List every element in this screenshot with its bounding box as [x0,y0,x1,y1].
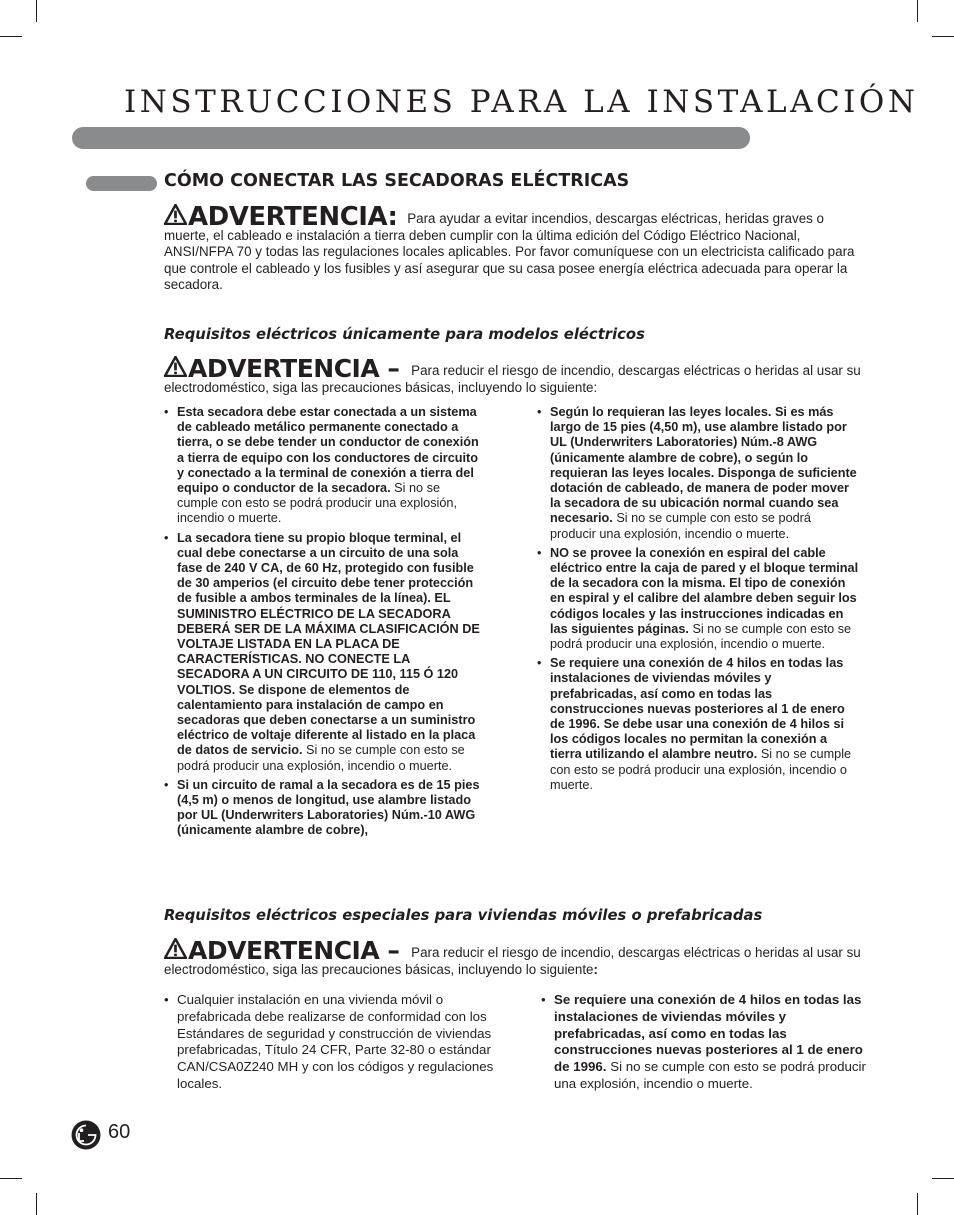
page-title: INSTRUCCIONES PARA LA INSTALACIÓN [124,84,919,120]
section-pill [86,176,157,191]
list-item: • Se requiere una conexión de 4 hilos en todas las instalaciones de viviendas móviles y prefabricadas, así como en todas las construcciones nuevas posteriores al 1 de enero de 1996. Si no se cumple con esto se podrá producir una explosión, incendio o muerte. [541,992,866,1093]
list-item: • NO se provee la conexión en espiral del cable eléctrico entre la caja de pared y el bloque terminal de la secadora con la misma. El tipo de conexión en espiral y el calibre del alambre deben seguir los códigos locales y las instrucciones indicadas en las siguientes páginas. Si no se cumple con esto se podrá producir una explosión, incendio o muerte. [537,546,859,652]
warning-block-electric [164,356,869,396]
subheading-mobile-homes: Requisitos eléctricos especiales para viviendas móviles o prefabricadas [164,907,763,924]
lg-logo-icon [71,1120,101,1150]
warning-triangle-icon [164,356,187,377]
crop-mark [36,1193,37,1215]
page-number: 60 [108,1121,131,1143]
warning-label: ADVERTENCIA – [188,936,400,965]
crop-mark [917,1193,918,1215]
crop-mark [932,36,954,37]
warning-text: Para reducir el riesgo de incendio, descargas eléctricas o heridas al usar su electrodoméstico, siga las precauciones básicas, incluyendo lo siguiente: [164,363,861,395]
list-item: • La secadora tiene su propio bloque terminal, el cual debe conectarse a un circuito de una sola fase de 240 V CA, de 60 Hz, protegido con fusible de 30 amperios (el circuito debe tener protección de fusible a ambos terminales de la línea). EL SUMINISTRO ELÉCTRICO DE LA SECADORA DEBERÁ SER DE LA MÁXIMA CLASIFICACIÓN DE VOLTAJE LISTADA EN LA PLACA DE CARACTERÍSTICAS. NO CONECTE LA SECADORA A UN CIRCUITO DE 110, 115 Ó 120 VOLTIOS. Se dispone de elementos de calentamiento para instalación de campo en secadoras que deben conectarse a un suministro eléctrico de voltaje diferente al listado en la placa de datos de servicio. Si no se cumple con esto se podrá producir una explosión, incendio o muerte. [164,531,484,774]
mobile-right-column [541,992,866,1097]
crop-mark [917,0,918,22]
warning-text: Para ayudar a evitar incendios, descargas eléctricas, heridas graves o muerte, el cableado e instalación a tierra deben cumplir con la última edición del Código Eléctrico Nacional, ANSI/NFPA 70 y todas las regulaciones locales aplicables. Por favor comuníquese con un electricista calificado para que controle el cableado y los fusibles y así asegurar que su casa posee energía eléctrica adecuada para operar la secadora. [164,211,855,293]
warning-label: ADVERTENCIA – [188,354,400,383]
mobile-left-column [164,992,494,1097]
list-item: • Cualquier instalación en una vivienda móvil o prefabricada debe realizarse de conformidad con los Estándares de seguridad y construcción de viviendas prefabricadas, Título 24 CFR, Parte 32-80 o estándar CAN/CSA0Z240 MH y con los códigos y regulaciones locales. [164,992,494,1093]
title-bar [72,127,750,149]
crop-mark [36,0,37,22]
list-item: • Se requiere una conexión de 4 hilos en todas las instalaciones de viviendas móviles y prefabricadas, así como en todas las construcciones nuevas posteriores al 1 de enero de 1996. Se debe usar una conexión de 4 hilos si los códigos locales no permitan la conexión a tierra utilizando el alambre neutro. Si no se cumple con esto se podrá producir una explosión, incendio o muerte. [537,656,859,793]
warning-triangle-icon [164,204,187,225]
warning-block-general [164,204,869,294]
warning-triangle-icon [164,938,187,959]
subheading-electric-models: Requisitos eléctricos únicamente para modelos eléctricos [164,326,645,343]
warning-label: ADVERTENCIA: [188,202,398,232]
crop-mark [0,36,22,37]
warning-colon: : [593,961,598,977]
list-item: • Si un circuito de ramal a la secadora es de 15 pies (4,5 m) o menos de longitud, use alambre listado por UL (Underwriters Laboratories) Núm.-10 AWG (únicamente alambre de cobre), [164,778,484,839]
section-heading: CÓMO CONECTAR LAS SECADORAS ELÉCTRICAS [164,171,630,191]
crop-mark [0,1178,22,1179]
electric-left-column [164,405,484,843]
list-item: • Según lo requieran las leyes locales. Si es más largo de 15 pies (4,50 m), use alambre listado por UL (Underwriters Laboratories) Núm.-8 AWG (únicamente alambre de cobre), o según lo requieran las leyes locales. Disponga de suficiente dotación de cableado, de manera de poder mover la secadora de su ubicación normal cuando sea necesario. Si no se cumple con esto se podrá producir una explosión, incendio o muerte. [537,405,859,542]
crop-mark [932,1178,954,1179]
list-item: • Esta secadora debe estar conectada a un sistema de cableado metálico permanente conectado a tierra, o se debe tender un conductor de conexión a tierra de equipo con los conductores de circuito y conectado a la terminal de conexión a tierra del equipo o conductor de la secadora. Si no se cumple con esto se podrá producir una explosión, incendio o muerte. [164,405,484,527]
electric-right-column [537,405,859,797]
warning-text: Para reducir el riesgo de incendio, descargas eléctricas o heridas al usar su electrodoméstico, siga las precauciones básicas, incluyendo lo siguiente [164,945,861,977]
warning-block-mobile [164,938,869,978]
